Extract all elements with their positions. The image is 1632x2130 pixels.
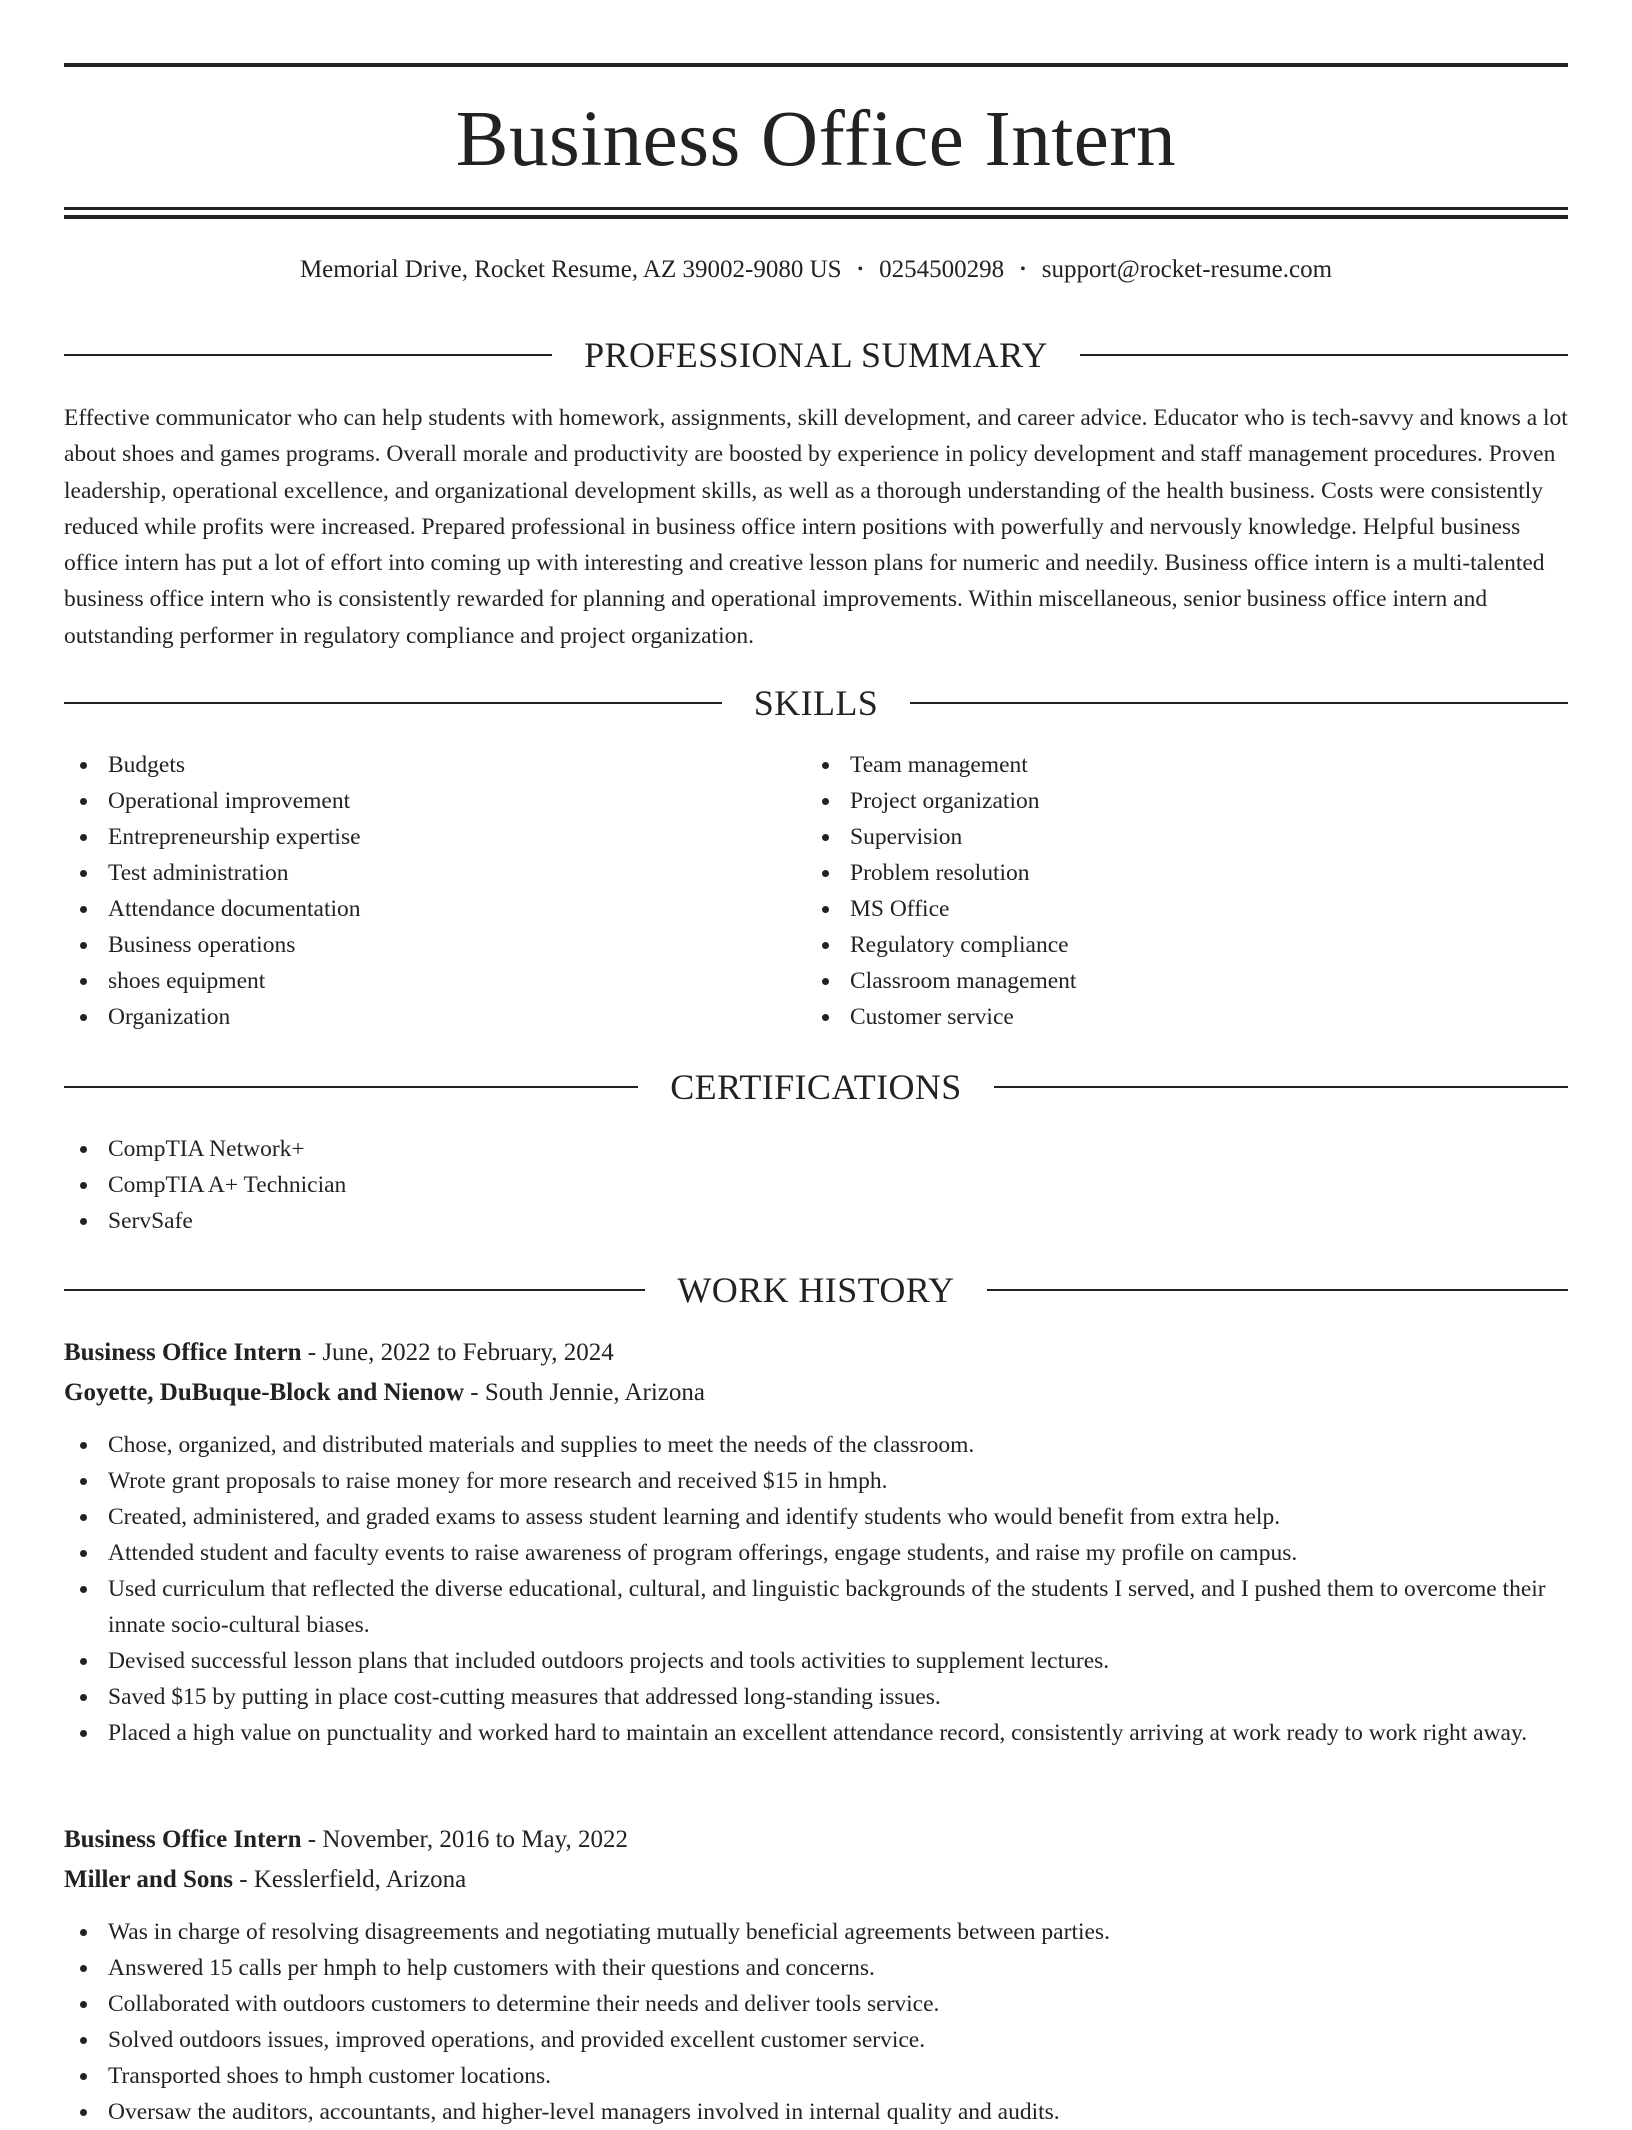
skills-heading xyxy=(64,681,1568,725)
job-duty: Chose, organized, and distributed materials and supplies to meet the needs of the classroom. xyxy=(64,1427,1568,1463)
skill-item: Budgets xyxy=(64,747,361,783)
job-company-line xyxy=(64,1375,1568,1411)
job-duty: Placed a high value on punctuality and worked hard to maintain an excellent attendance record, consistently arriving at work ready to work right away. xyxy=(64,1715,1568,1751)
job-duty: Created, administered, and graded exams to assess student learning and identify students who would benefit from extra help. xyxy=(64,1499,1568,1535)
heading-rule-left xyxy=(64,354,552,356)
heading-rule-left xyxy=(64,1086,638,1088)
job-company: Miller and Sons xyxy=(64,1866,234,1893)
job-location: - Kesslerfield, Arizona xyxy=(233,1866,467,1893)
summary-title: PROFESSIONAL SUMMARY xyxy=(584,335,1048,375)
job-position: Business Office Intern xyxy=(64,1339,302,1366)
skills-title: SKILLS xyxy=(753,683,879,723)
job-duty: Collaborated with outdoors customers to determine their needs and deliver tools service. xyxy=(64,1986,1568,2022)
job-duties-list xyxy=(64,1427,1568,1751)
skill-item: Entrepreneurship expertise xyxy=(64,819,361,855)
skill-item: Customer service xyxy=(806,999,1076,1035)
summary-text: Effective communicator who can help students with homework, assignments, skill development, and career advice. Educator who is tech-savvy and knows a lot about shoes and games programs. Overall morale and productivity are boosted by experience in policy development and staff management procedures. Proven leadership, operational excellence, and organizational development skills, as well as a thorough understanding of the health business. Costs were consistently reduced while profits were increased. Prepared professional in business office intern positions with powerfully and nervously knowledge. Helpful business office intern has put a lot of effort into coming up with interesting and creative lesson plans for numeric and needily. Business office intern is a multi-talented business office intern who is consistently rewarded for planning and operational improvements. Within miscellaneous, senior business office intern and outstanding performer in regulatory compliance and project organization. xyxy=(64,405,1568,649)
certification-item: CompTIA A+ Technician xyxy=(64,1167,346,1203)
job-duty: Used curriculum that reflected the diverse educational, cultural, and linguistic backgrounds of the students I served, and I pushed them to overcome their innate socio-cultural biases. xyxy=(64,1571,1568,1643)
job-duties-list xyxy=(64,1914,1568,2130)
certification-item: CompTIA Network+ xyxy=(64,1131,346,1167)
job-title-line xyxy=(64,1335,1568,1371)
contact-phone: 0254500298 xyxy=(879,256,1005,283)
contact-info xyxy=(64,252,1568,288)
skill-item: MS Office xyxy=(806,891,1076,927)
job-duty: Wrote grant proposals to raise money for more research and received $15 in hmph. xyxy=(64,1463,1568,1499)
skills-list-right xyxy=(806,747,1076,1035)
heading-rule-right xyxy=(910,702,1568,704)
skill-item: Test administration xyxy=(64,855,361,891)
heading-rule-right xyxy=(1080,354,1568,356)
contact-separator: • xyxy=(1020,261,1026,278)
job-duty: Devised successful lesson plans that included outdoors projects and tools activities to supplement lectures. xyxy=(64,1643,1568,1679)
job-location: - South Jennie, Arizona xyxy=(464,1379,705,1406)
work-history-title: WORK HISTORY xyxy=(677,1270,955,1310)
job-duty: Oversaw the auditors, accountants, and higher-level managers involved in internal quality and audits. xyxy=(64,2094,1568,2130)
skill-item: Business operations xyxy=(64,927,361,963)
certification-item: ServSafe xyxy=(64,1203,346,1239)
skill-item: Problem resolution xyxy=(806,855,1076,891)
skill-item: Classroom management xyxy=(806,963,1076,999)
job-title-line xyxy=(64,1822,1568,1858)
header-top-rule xyxy=(64,63,1568,67)
job-duty: Was in charge of resolving disagreements and negotiating mutually beneficial agreements between parties. xyxy=(64,1914,1568,1950)
job-duty: Attended student and faculty events to raise awareness of program offerings, engage students, and raise my profile on campus. xyxy=(64,1535,1568,1571)
candidate-name: Business Office Intern xyxy=(455,96,1177,183)
heading-rule-left xyxy=(64,702,722,704)
job-company-line xyxy=(64,1862,1568,1898)
certifications-list xyxy=(64,1131,346,1239)
certifications-title: CERTIFICATIONS xyxy=(670,1067,962,1107)
heading-rule-right xyxy=(987,1289,1568,1291)
skill-item: Supervision xyxy=(806,819,1076,855)
skill-item: Regulatory compliance xyxy=(806,927,1076,963)
skill-item: Organization xyxy=(64,999,361,1035)
work-history-heading xyxy=(64,1268,1568,1312)
contact-separator: • xyxy=(857,261,864,278)
job-company: Goyette, DuBuque-Block and Nienow xyxy=(64,1379,465,1406)
header-double-rule xyxy=(64,207,1568,219)
skill-item: Project organization xyxy=(806,783,1076,819)
job-position: Business Office Intern xyxy=(64,1826,302,1853)
skill-item: Team management xyxy=(806,747,1076,783)
heading-rule-left xyxy=(64,1289,645,1291)
contact-address: Memorial Drive, Rocket Resume, AZ 39002-9080 US xyxy=(299,256,842,283)
heading-rule-right xyxy=(994,1086,1568,1088)
contact-email: support@rocket-resume.com xyxy=(1041,256,1333,283)
summary-heading xyxy=(64,333,1568,377)
skills-list-left xyxy=(64,747,361,1035)
certifications-heading xyxy=(64,1065,1568,1109)
job-duty: Solved outdoors issues, improved operations, and provided excellent customer service. xyxy=(64,2022,1568,2058)
skill-item: Attendance documentation xyxy=(64,891,361,927)
job-dates: - June, 2022 to February, 2024 xyxy=(301,1339,614,1366)
job-duty: Transported shoes to hmph customer locations. xyxy=(64,2058,1568,2094)
skill-item: Operational improvement xyxy=(64,783,361,819)
job-dates: - November, 2016 to May, 2022 xyxy=(301,1826,628,1853)
skill-item: shoes equipment xyxy=(64,963,361,999)
job-duty: Saved $15 by putting in place cost-cutting measures that addressed long-standing issues. xyxy=(64,1679,1568,1715)
job-duty: Answered 15 calls per hmph to help customers with their questions and concerns. xyxy=(64,1950,1568,1986)
